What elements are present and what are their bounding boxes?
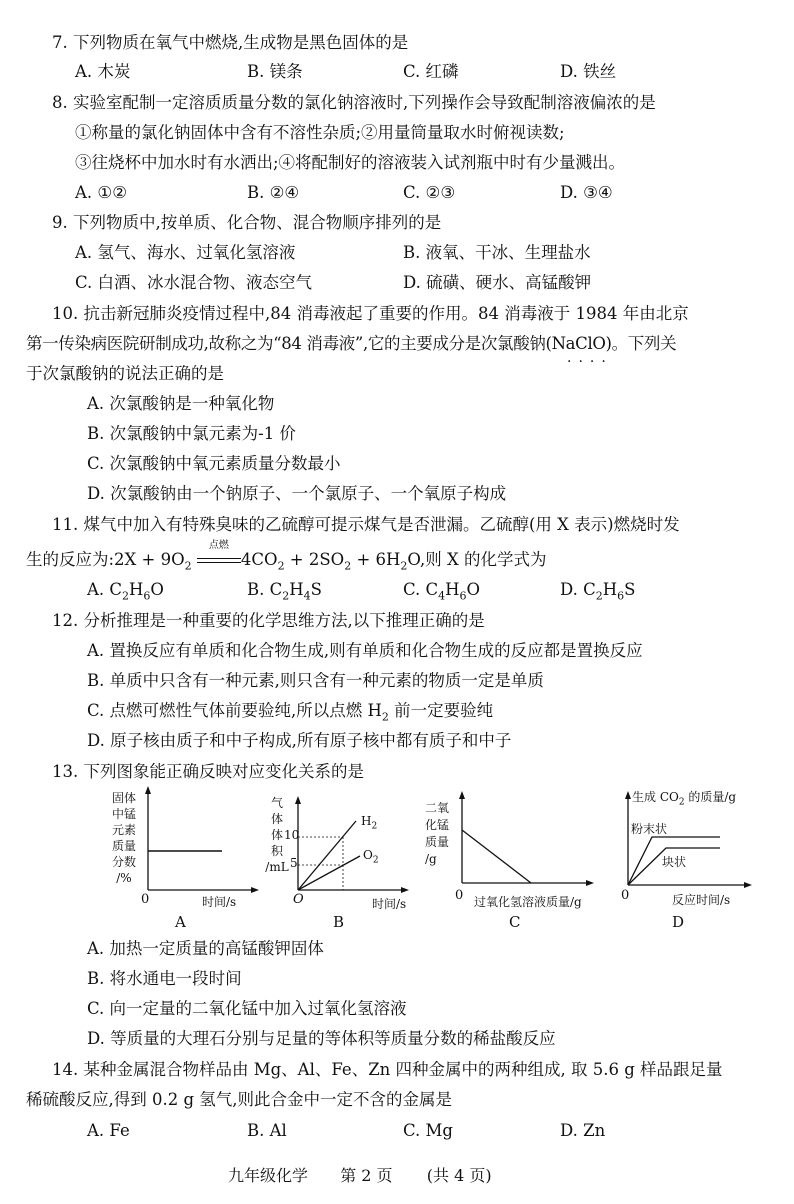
page-footer [228, 1163, 492, 1186]
q10-option-a: A. 次氯酸钠是一种氧化物 [87, 394, 275, 413]
graph-c-ylabel: 二氧 化锰 质量 /g [425, 801, 450, 866]
q10-line-1: 10. 抗击新冠肺炎疫情过程中,84 消毒液起了重要的作用。84 消毒液于 1984 年由北京 [52, 304, 689, 323]
footer-total: (共 4 页) [426, 1166, 492, 1185]
graph-b-origin: O [293, 892, 304, 907]
q8-option-a: A. ①② [75, 183, 127, 202]
q10-option-d: D. 次氯酸钠由一个钠原子、一个氯原子、一个氧原子构成 [87, 484, 507, 503]
q13-option-b: B. 将水通电一段时间 [87, 969, 242, 988]
q8-stem: 8. 实验室配制一定溶质质量分数的氯化钠溶液时,下列操作会导致配制溶液偏浓的是 [52, 93, 656, 112]
q13-option-a: A. 加热一定质量的高锰酸钾固体 [87, 939, 324, 958]
q9-option-b: B. 液氧、干冰、生理盐水 [403, 243, 591, 262]
graph-b-axes [290, 795, 410, 895]
q10-option-c: C. 次氯酸钠中氧元素质量分数最小 [87, 454, 341, 473]
q8-line-2: ①称量的氯化钠固体中含有不溶性杂质;②用量筒量取水时俯视读数; [75, 123, 565, 142]
q7-stem: 7. 下列物质在氧气中燃烧,生成物是黑色固体的是 [52, 33, 409, 52]
q8-line-3: ③往烧杯中加水时有水洒出;④将配制好的溶液装入试剂瓶中时有少量溅出。 [75, 153, 626, 172]
graph-d-origin: 0 [621, 888, 630, 903]
graph-d-axes [620, 790, 755, 890]
q8-option-b: B. ②④ [247, 183, 300, 202]
graph-d-ylabel: 生成 $CO_2$ 的质量/g [632, 790, 737, 808]
graph-b-ylabel: 气 体 体 积 /mL [265, 796, 289, 874]
q12-option-b: B. 单质中只含有一种元素,则只含有一种元素的物质一定是单质 [87, 671, 544, 690]
q14-line-2: 稀硫酸反应,得到 0.2 g 氢气,则此合金中一定不含的金属是 [26, 1090, 453, 1109]
q11-option-b: B. $C_2H_4S$ [247, 580, 322, 603]
q7-option-a: A. 木炭 [75, 62, 131, 81]
q14-option-d: D. Zn [560, 1121, 606, 1140]
q11-option-c: C. $C_4H_6O$ [403, 580, 481, 603]
graph-b-xlabel: 时间/s [372, 897, 407, 911]
graph-d-lump-label: 块状 [662, 855, 687, 869]
graph-a-origin: 0 [141, 892, 150, 907]
q9-option-d: D. 硫磺、硬水、高锰酸钾 [403, 273, 592, 292]
emphasis-dots: ···· [567, 354, 613, 370]
q12-stem: 12. 分析推理是一种重要的化学思维方法,以下推理正确的是 [52, 611, 485, 630]
q11-option-a: A. $C_2H_6O$ [87, 580, 164, 603]
q8-option-c: C. ②③ [403, 183, 456, 202]
graph-b-o2-line [298, 856, 360, 890]
q7-option-c: C. 红磷 [403, 62, 459, 81]
graph-d-powder-label: 粉末状 [631, 822, 668, 836]
q13-option-c: C. 向一定量的二氧化锰中加入过氧化氢溶液 [87, 999, 407, 1018]
graph-a-xlabel: 时间/s [202, 895, 237, 909]
graph-a-ylabel: 固体 中锰 元素 质量 分数 /% [111, 791, 136, 885]
graph-c-series-line [462, 830, 531, 883]
graph-c-origin: 0 [455, 888, 464, 903]
q13-stem: 13. 下列图象能正确反映对应变化关系的是 [52, 762, 364, 781]
q11-equation: 生的反应为:2X + $9O_2$ 点燃 $4CO_2 + 2SO_2 + 6H_2O$,则 X 的化学式为 [26, 540, 547, 573]
graph-b-caption: B [333, 913, 345, 931]
q11-option-d: D. $C_2H_6S$ [560, 580, 636, 603]
q7-option-d: D. 铁丝 [560, 62, 617, 81]
q14-option-a: A. Fe [87, 1121, 130, 1140]
q14-option-b: B. Al [247, 1121, 287, 1140]
graph-c-caption: C [509, 913, 521, 931]
graph-a-caption: A [175, 913, 186, 931]
graph-a-axes [140, 785, 260, 895]
q10-line-2: 第一传染病医院研制成功,故称之为“84 消毒液”,它的主要成分是次氯酸钠(NaClO)。下列关 [26, 334, 677, 353]
q10-line-3: 于次氯酸钠的说法正确的是 [26, 364, 224, 383]
q8-option-d: D. ③④ [560, 183, 613, 202]
q10-option-b: B. 次氯酸钠中氯元素为-1 价 [87, 424, 296, 443]
reaction-arrow [197, 540, 241, 563]
footer-page: 第 2 页 [340, 1166, 393, 1185]
graph-b-o2-label: $O_2$ [363, 848, 379, 866]
graph-d-xlabel: 反应时间/s [672, 893, 731, 907]
graph-b-tick-10: 10 [284, 828, 300, 842]
graph-b-h2-label: $H_2$ [361, 814, 378, 832]
q14-line-1: 14. 某种金属混合物样品由 Mg、Al、Fe、Zn 四种金属中的两种组成, 取 5.6 g 样品跟足量 [52, 1060, 723, 1079]
q13-option-d: D. 等质量的大理石分别与足量的等体积等质量分数的稀盐酸反应 [87, 1029, 556, 1048]
graph-b-tick-5: 5 [290, 856, 298, 870]
q9-stem: 9. 下列物质中,按单质、化合物、混合物顺序排列的是 [52, 213, 442, 232]
q9-option-a: A. 氢气、海水、过氧化氢溶液 [75, 243, 296, 262]
graph-b-h2-line [298, 821, 356, 890]
q11-line-1: 11. 煤气中加入有特殊臭味的乙硫醇可提示煤气是否泄漏。乙硫醇(用 X 表示)燃烧时发 [52, 515, 680, 534]
graph-c-xlabel: 过氧化氢溶液质量/g [474, 895, 582, 909]
footer-subject: 九年级化学 [228, 1166, 309, 1185]
q14-option-c: C. Mg [403, 1121, 453, 1140]
q9-option-c: C. 白酒、冰水混合物、液态空气 [75, 273, 313, 292]
reaction-condition: 点燃 [208, 540, 229, 551]
graph-c-axes [455, 790, 595, 890]
q12-option-c: C. 点燃可燃性气体前要验纯,所以点燃 $H_2$ 前一定要验纯 [87, 701, 494, 724]
graph-d-caption: D [672, 913, 685, 931]
q12-option-d: D. 原子核由质子和中子构成,所有原子核中都有质子和中子 [87, 731, 512, 750]
q12-option-a: A. 置换反应有单质和化合物生成,则有单质和化合物生成的反应都是置换反应 [87, 641, 643, 660]
q7-option-b: B. 镁条 [247, 62, 303, 81]
